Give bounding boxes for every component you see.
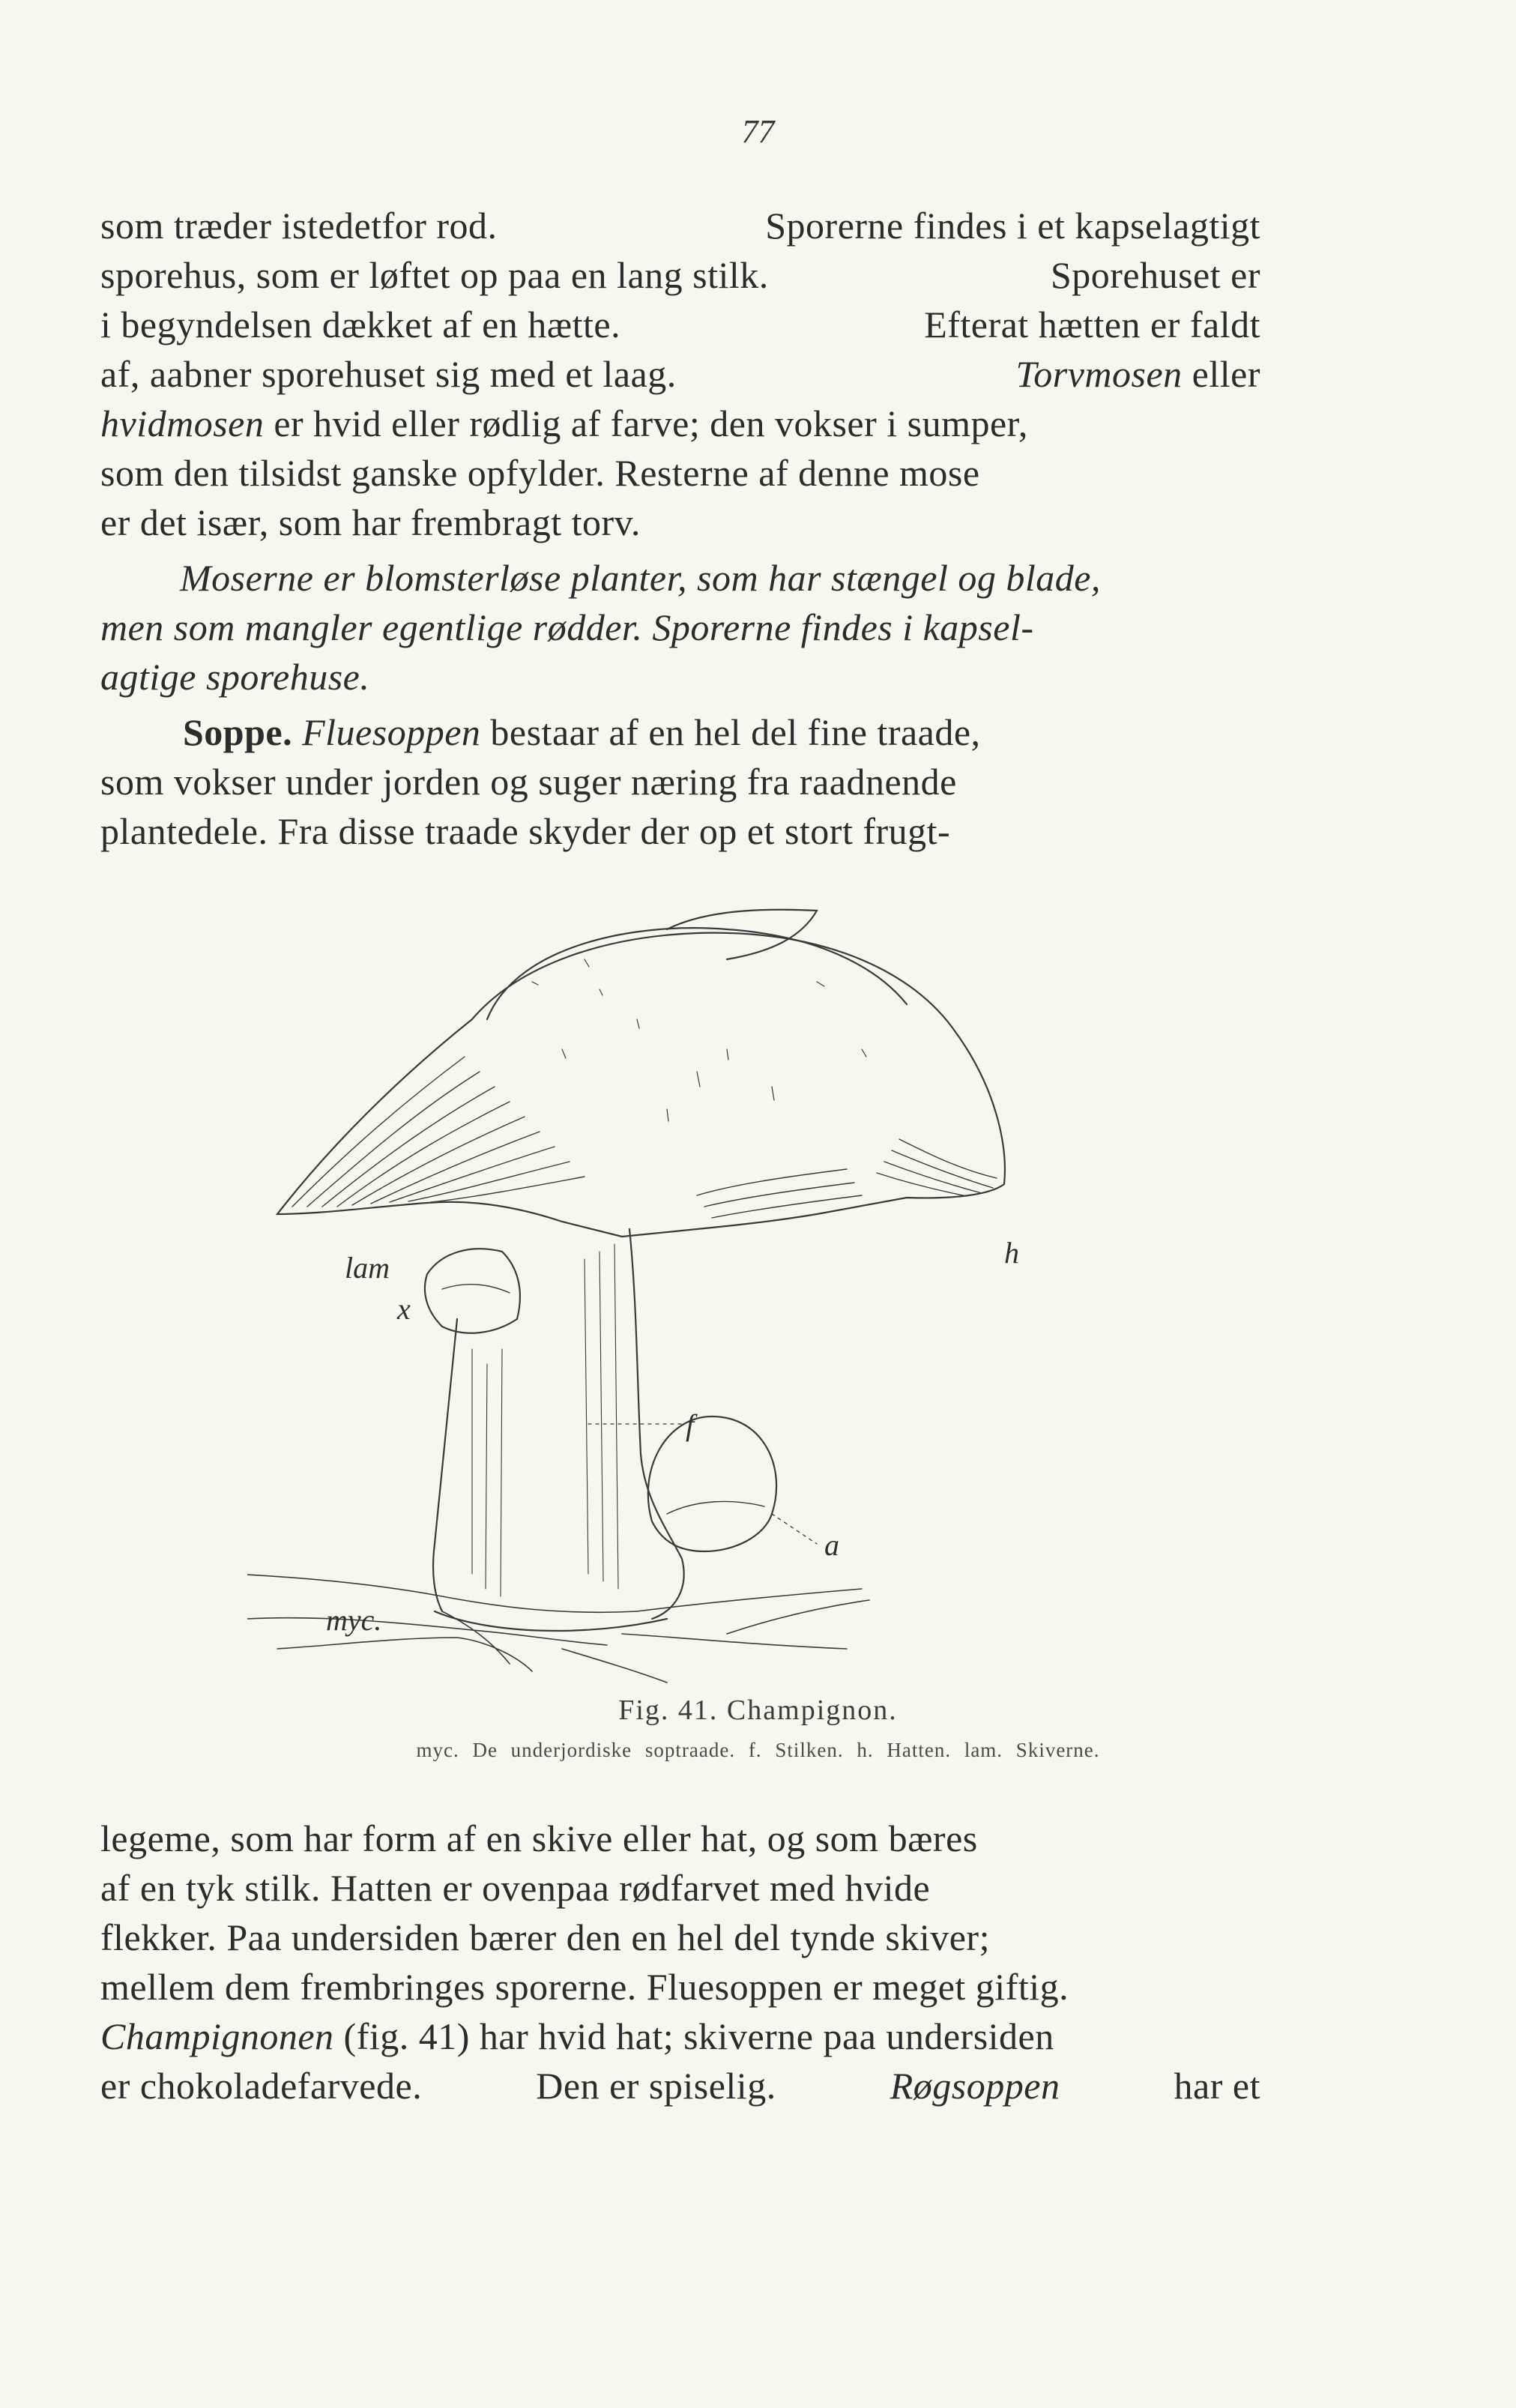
- text-line: [100, 2012, 1260, 2061]
- text-fragment: legeme, som har form af en skive eller hat, og som bæres: [100, 1817, 978, 1859]
- page-number: 77: [741, 113, 775, 150]
- label-h: h: [1004, 1236, 1019, 1270]
- label-lam: lam: [345, 1251, 390, 1285]
- leader-a: [772, 1514, 817, 1544]
- text-line: [100, 201, 1260, 250]
- text-fragment: Moserne er blomsterløse planter, som har stængel og blade,: [180, 557, 1101, 599]
- text-line: [100, 1863, 1260, 1913]
- text-fragment: [100, 2012, 1054, 2061]
- text-fragment: er chokoladefarvede.: [100, 2065, 423, 2107]
- paragraph-mosses: [100, 201, 1260, 547]
- summary-mosses-cont: [100, 603, 1260, 701]
- stem-outline-left: [433, 1319, 457, 1611]
- label-x: x: [397, 1292, 411, 1326]
- stem-hatching: [472, 1244, 618, 1596]
- text-fragment: mellem dem frembringes sporerne. Fluesoppen er meget giftig.: [100, 1966, 1069, 2008]
- cap-crown: [487, 928, 907, 1019]
- text-fragment: er det især, som har frembragt torv.: [100, 501, 641, 543]
- cap-flap: [667, 910, 817, 959]
- text-fragment: som den tilsidst ganske opfylder. Resterne af denne mose: [100, 452, 980, 494]
- text-fragment: af, aabner sporehuset sig med et laag.: [100, 353, 677, 395]
- text-line: [100, 399, 1260, 448]
- text-line: [100, 1913, 1260, 1962]
- text-line: [100, 806, 1260, 856]
- text-fragment: bestaar af en hel del fine traade,: [480, 711, 981, 753]
- italic-term-rogsoppen: Røgsoppen: [890, 2065, 1060, 2107]
- text-fragment: [100, 399, 1028, 448]
- text-fragment: plantedele. Fra disse traade skyder der op et stort frugt-: [100, 810, 951, 852]
- text-line: [100, 603, 1260, 652]
- text-line: [100, 300, 1260, 349]
- text-line: [100, 757, 1260, 806]
- text-fragment: eller: [1182, 353, 1260, 395]
- text-fragment: Efterat hætten er faldt: [924, 304, 1260, 345]
- text-fragment: (fig. 41) har hvid hat; skiverne paa undersiden: [333, 2015, 1054, 2057]
- text-fragment: Sporehuset er: [1050, 254, 1260, 296]
- text-fragment: sporehus, som er løftet op paa en lang stilk.: [100, 254, 769, 296]
- italic-term-torvmosen: Torvmosen: [1015, 353, 1183, 395]
- summary-mosses: [180, 553, 1260, 603]
- section-heading-soppe: Soppe.: [183, 711, 293, 753]
- text-line: [100, 707, 1260, 757]
- text-fragment: [1016, 349, 1260, 399]
- text-fragment: i begyndelsen dækket af en hætte.: [100, 304, 621, 345]
- text-fragment: Sporerne findes i et kapselagtigt: [765, 205, 1260, 247]
- text-line: [100, 1814, 1260, 1863]
- text-fragment: som vokser under jorden og suger næring fra raadnende: [100, 761, 957, 803]
- text-line: [100, 2061, 1260, 2110]
- text-fragment: agtige sporehuse.: [100, 656, 370, 698]
- italic-term-hvidmosen: hvidmosen: [100, 402, 265, 444]
- text-fragment: flekker. Paa undersiden bærer den en hel del tynde skiver;: [100, 1916, 990, 1958]
- figure-legend: myc. De underjordiske soptraade. f. Stilken. h. Hatten. lam. Skiverne.: [416, 1739, 1100, 1761]
- text-fragment: har et: [1174, 2065, 1260, 2107]
- cap-texture: [532, 959, 866, 1121]
- text-line: [100, 498, 1260, 547]
- paragraph-fungi: [100, 707, 1260, 856]
- text-fragment: som træder istedetfor rod.: [100, 205, 498, 247]
- text-fragment: Den er spiselig.: [536, 2065, 776, 2107]
- text-line: [100, 652, 1260, 701]
- text-line: [180, 553, 1260, 603]
- label-myc: myc.: [326, 1603, 382, 1637]
- cap-outline: [277, 933, 1005, 1237]
- text-fragment: er hvid eller rødlig af farve; den vokser i sumper,: [264, 402, 1028, 444]
- champignon-illustration: [247, 899, 1177, 1686]
- text-line: [100, 349, 1260, 399]
- italic-term-champignonen: Champignonen: [100, 2015, 334, 2057]
- italic-term-fluesoppen: Fluesoppen: [302, 711, 481, 753]
- label-f: f: [686, 1408, 695, 1442]
- figure-caption: Fig. 41. Champignon.: [618, 1695, 898, 1726]
- text-line: [100, 250, 1260, 300]
- text-fragment: men som mangler egentlige rødder. Sporerne findes i kapsel-: [100, 606, 1034, 648]
- text-line: [100, 448, 1260, 498]
- paragraph-champignon: [100, 1814, 1260, 2110]
- gills-hatching: [292, 1057, 997, 1218]
- text-line: [100, 1962, 1260, 2012]
- text-fragment: af en tyk stilk. Hatten er ovenpaa rødfarvet med hvide: [100, 1867, 931, 1909]
- text-fragment: [183, 707, 981, 757]
- label-a: a: [824, 1528, 839, 1562]
